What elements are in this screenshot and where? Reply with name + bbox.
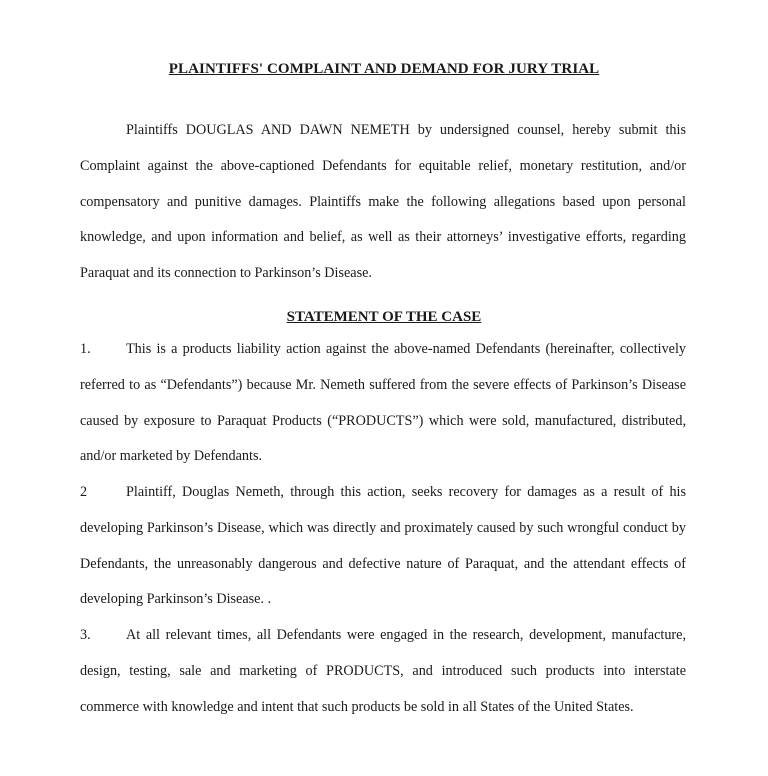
paragraph-2 bbox=[80, 475, 686, 618]
paragraph-number: 2 bbox=[80, 484, 88, 500]
document-title: PLAINTIFFS' COMPLAINT AND DEMAND FOR JURY TRIAL bbox=[168, 61, 600, 77]
intro-paragraph: Plaintiffs DOUGLAS AND DAWN NEMETH by undersigned counsel, hereby submit this Complaint against the above-captioned Defendants for equitable relief, monetary restitution, and/or compensatory and punitive damages. Plaintiffs make the following allegations based upon personal knowledge, and upon information and belief, as well as their attorneys’ investigative efforts, regarding Paraquat and its connection to Parkinson’s Disease. bbox=[80, 122, 686, 282]
paragraph-3 bbox=[80, 618, 686, 725]
paragraph-text: Plaintiff, Douglas Nemeth, through this action, seeks recovery for damages as a result of his developing Parkinson’s Disease, which was directly and proximately caused by such wrongful conduct by Defendants, the unreasonably dangerous and defective nature of Paraquat, and the attendant effects of developing Parkinson’s Disease. . bbox=[80, 484, 686, 608]
paragraph-text: At all relevant times, all Defendants were engaged in the research, development, manufacture, design, testing, sale and marketing of PRODUCTS, and introduced such products into interstate commerce with knowledge and intent that such products be sold in all States of the United States. bbox=[80, 627, 686, 715]
paragraph-number: 3. bbox=[80, 627, 91, 643]
paragraph-number: 1. bbox=[80, 341, 91, 357]
section-heading: STATEMENT OF THE CASE bbox=[286, 309, 482, 325]
paragraph-1 bbox=[80, 332, 686, 475]
paragraph-text: This is a products liability action against the above-named Defendants (hereinafter, collectively referred to as “Defendants”) because Mr. Nemeth suffered from the severe effects of Parkinson’s Disease caused by exposure to Paraquat Products (“PRODUCTS”) which were sold, manufactured, distributed, and/or marketed by Defendants. bbox=[80, 341, 686, 465]
